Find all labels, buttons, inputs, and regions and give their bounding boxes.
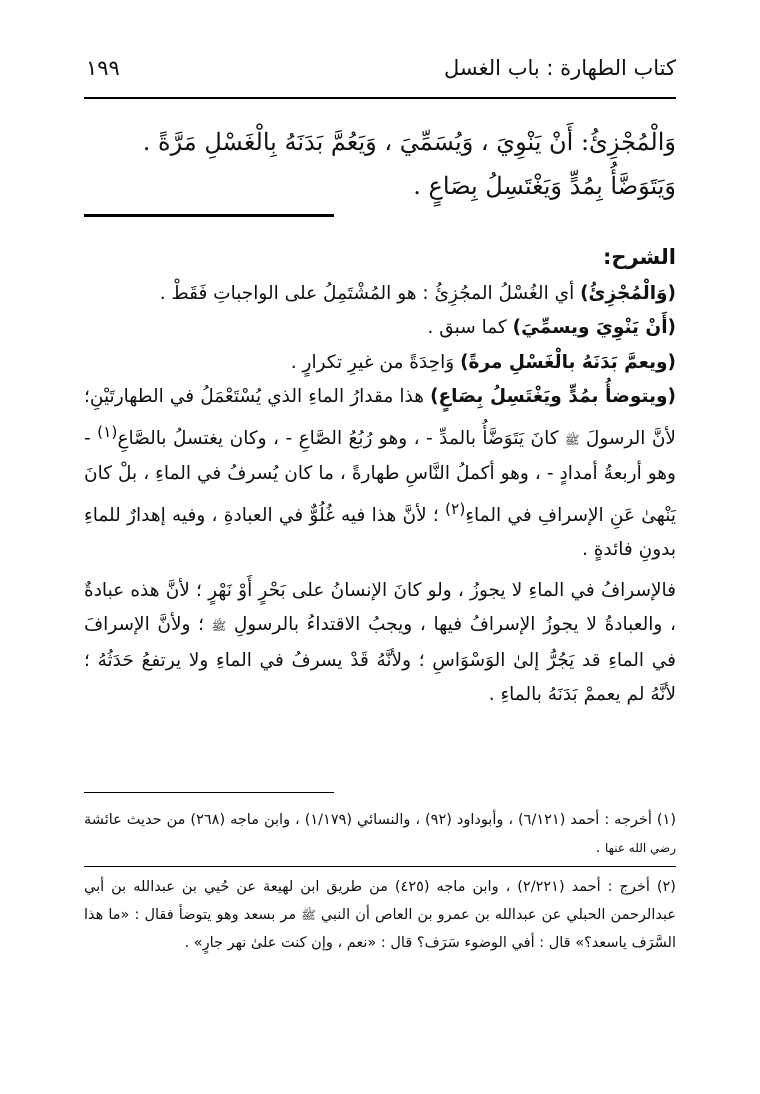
paragraph-text: وَاحِدَةً من غيرِ تكرارٍ . xyxy=(290,351,461,373)
matn-text xyxy=(84,120,676,208)
footnote-text: . xyxy=(595,840,606,856)
commentary-heading: الشرح: xyxy=(602,245,676,269)
footnote-ref[interactable]: (٢) xyxy=(445,499,466,518)
salawat-ligature: ﷺ xyxy=(564,432,580,447)
footnote-divider xyxy=(84,866,676,867)
quoted-phrase: (وَالْمُجْزِئُ) xyxy=(580,282,676,304)
commentary-paragraph xyxy=(84,380,676,568)
header-rule xyxy=(84,97,676,99)
commentary-paragraph xyxy=(84,346,676,381)
paragraph-text: أي الغُسْلُ المجُزِئُ : هو المُشْتَمِلُ على الواجباتِ فَقَطْ . xyxy=(159,282,581,304)
quoted-phrase: (أَنْ يَنْوِيَ ويسمِّيَ) xyxy=(512,317,676,338)
commentary-paragraph xyxy=(84,277,676,312)
footnote-text: (٢) أخرج : أحمد (٢/٢٢١) ، وابن ماجه (٤٢٥) من طريق ابن لهيعة عن حُيي بن عبدالله بن أبي عبدالرحمن الحبلي عن عبدالله بن عمرو بن العاص أن النبي xyxy=(84,879,677,923)
footnote-text: (١) أخرجه : أحمد (٦/١٢١) ، وأبوداود (٩٢) ، والنسائي (١/١٧٩) ، وابن ماجه (٢٦٨) من حديث عائشة xyxy=(84,812,677,828)
quoted-phrase: (ويعمَّ بَدَنَهُ بالْغَسْلِ مرةً) xyxy=(460,351,676,373)
commentary-paragraph xyxy=(84,574,676,713)
footnote-separator xyxy=(84,792,334,793)
paragraph-text: كما سبق . xyxy=(427,317,513,338)
running-header-title: كتاب الطهارة : باب الغسل xyxy=(444,56,676,80)
honorific-ligature: رضي الله عنها xyxy=(605,841,676,855)
footnote-ref[interactable]: (١) xyxy=(97,422,118,441)
salawat-ligature: ﷺ xyxy=(301,908,316,922)
matn-divider xyxy=(84,214,334,217)
footnote-text: مر بسعد وهو يتوضأ فقال : «ما هذا السَّرَف ياسعد؟» قال : أفي الوضوء سَرَف؟ قال : «نعم ، وإن كنت علىٰ نهر جارٍ» . xyxy=(84,907,676,951)
paragraph-text: ؛ ولأنَّ الإسرافَ في الماءِ قد يَجُرُّ إلىٰ الوَسْوَاسِ ؛ ولأنَّهُ قَدْ يسرفُ في الماءِ ولا يرتفعُ حَدَثُهُ ؛ لأنَّهُ لم يعممْ بَدَنَهُ بالماءِ . xyxy=(84,614,676,706)
footnote xyxy=(84,873,676,957)
matn-line: وَيَتَوَضَّأُ بِمُدٍّ وَيَغْتَسِلُ بِصَاعٍ . xyxy=(413,172,676,200)
matn-line: وَالْمُجْزِئُ: أَنْ يَنْوِيَ ، وَيُسَمِّيَ ، وَيَعُمَّ بَدَنَهُ بِالْغَسْلِ مَرَّةً . xyxy=(142,128,676,156)
paragraph-text: هذا مقدارُ الماءِ الذي يُسْتَعْمَلُ في الطهارتَيْنِ؛ لأنَّ الرسولَ xyxy=(84,386,676,449)
paragraph-text: - وهو أربعةُ أمدادٍ - ، وهو أكملُ النَّاسِ طهارةً ، ما كان يُسرفُ في الماءِ ، بلْ كانَ يَنْهىٰ عَنِ الإسرافِ في الماءِ xyxy=(84,427,676,526)
page-number: ١٩٩ xyxy=(86,56,120,80)
footnote xyxy=(84,806,676,862)
paragraph-text: كانَ يَتَوَضَّأُ بالمدِّ - ، وهو رُبُعُ الصَّاعِ - ، وكان يغتسلُ بالصَّاعِ xyxy=(117,427,565,449)
footnotes xyxy=(84,806,676,957)
paragraph-text: فالإسرافُ في الماءِ لا يجوزُ ، ولو كانَ الإنسانُ على بَحْرٍ أَوْ نَهْرٍ ؛ لأنَّ هذه عبادةٌ ، والعبادةُ لا يجوزُ الإسرافُ فيها ، ويجبُ الاقتداءُ بالرسولِ xyxy=(84,579,676,636)
quoted-phrase: (ويتوضأُ بمُدٍّ ويَغْتَسِلُ بِصَاعٍ) xyxy=(430,386,676,407)
commentary-paragraph xyxy=(84,311,676,346)
paragraph-text: ؛ لأنَّ هذا فيه غُلُوٌّ في العبادةِ ، وفيه إهدارٌ للماءِ بدونِ فائدةٍ . xyxy=(84,504,676,561)
salawat-ligature: ﷺ xyxy=(211,619,227,634)
commentary xyxy=(84,240,676,713)
